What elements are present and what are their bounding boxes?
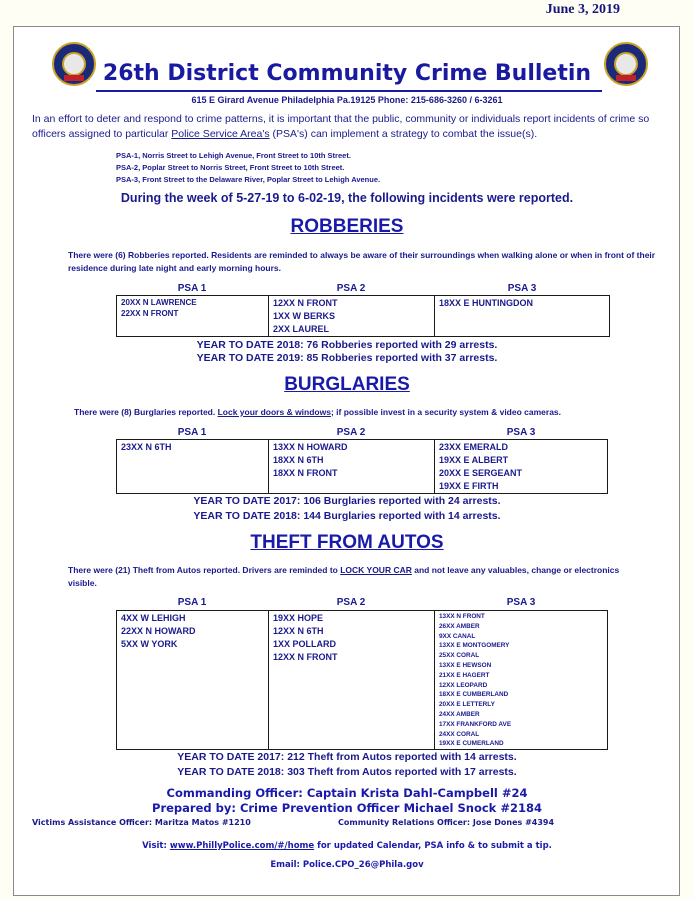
- theft-psa3-cell: [435, 611, 607, 749]
- burglaries-table: [116, 439, 608, 494]
- theft-note: There were (21) Theft from Autos reported. Drivers are reminded to LOCK YOUR CAR and not leave any valuables, change or electronics visible.: [68, 565, 620, 588]
- list-item: 23XX EMERALD: [439, 442, 509, 452]
- robberies-heading: ROBBERIES: [290, 216, 404, 237]
- burglaries-psa3-cell: [435, 440, 607, 493]
- burglaries-ytd-2: YEAR TO DATE 2018: 144 Burglaries reported with 14 arrests.: [193, 510, 501, 522]
- list-item: 18XX N 6TH: [273, 455, 324, 465]
- list-item: 20XX E SERGEANT: [439, 468, 523, 478]
- list-item: 18XX N FRONT: [273, 468, 338, 478]
- list-item: 1XX W BERKS: [273, 311, 336, 321]
- intro-paragraph: In an effort to deter and respond to crime patterns, it is important that the public, community or individuals report incidents of crime so officers assigned to particular Police Service Area's (PSA's) can implement a strategy to combat the issue(s).: [32, 113, 650, 140]
- list-item: 19XX E FIRTH: [439, 481, 499, 491]
- psa-3-definition: PSA-3, Front Street to the Delaware River, Poplar Street to Lehigh Avenue.: [116, 175, 381, 184]
- visit-line: Visit: www.PhillyPolice.com/#/home for updated Calendar, PSA info & to submit a tip.: [142, 841, 552, 851]
- burglaries-psa1-header: PSA 1: [177, 427, 207, 438]
- robberies-psa1-header: PSA 1: [177, 283, 207, 294]
- theft-psa2-cell: [269, 611, 435, 749]
- list-item: 19XX E CUMERLAND: [439, 740, 504, 748]
- robberies-table: [116, 295, 610, 337]
- list-item: 12XX N 6TH: [273, 626, 324, 636]
- list-item: 17XX FRANKFORD AVE: [439, 720, 512, 728]
- list-item: 20XX N LAWRENCE: [121, 298, 197, 307]
- theft-psa1-header: PSA 1: [177, 597, 207, 608]
- burglaries-psa3-header: PSA 3: [506, 427, 536, 438]
- list-item: 1XX POLLARD: [273, 639, 337, 649]
- list-item: 20XX E LETTERLY: [439, 701, 495, 709]
- burglaries-psa1-cell: [117, 440, 269, 493]
- burglaries-ytd-1: YEAR TO DATE 2017: 106 Burglaries reported with 24 arrests.: [193, 495, 501, 507]
- list-item: 22XX N FRONT: [121, 309, 179, 318]
- theft-psa2-header: PSA 2: [336, 597, 366, 608]
- psa-link[interactable]: Police Service Area's: [171, 128, 270, 140]
- theft-psa1-cell: [117, 611, 269, 749]
- list-item: 12XX LEOPARD: [439, 681, 488, 689]
- list-item: 13XX N FRONT: [439, 613, 485, 620]
- robberies-psa2-cell: [269, 296, 435, 336]
- psa-2-definition: PSA-2, Poplar Street to Norris Street, Front Street to 10th Street.: [116, 163, 345, 172]
- list-item: 23XX N 6TH: [121, 442, 172, 452]
- theft-table: [116, 610, 608, 750]
- robberies-psa3-cell: [435, 296, 609, 336]
- list-item: 22XX N HOWARD: [121, 626, 196, 636]
- bulletin-title: 26th District Community Crime Bulletin: [102, 61, 592, 86]
- list-item: 13XX N HOWARD: [273, 442, 348, 452]
- community-relations-officer: Community Relations Officer: Jose Dones #4394: [338, 818, 555, 827]
- list-item: 18XX E CUMBERLAND: [439, 691, 509, 699]
- robberies-ytd-1: YEAR TO DATE 2018: 76 Robberies reported with 29 arrests.: [196, 339, 498, 351]
- list-item: 13XX E MONTGOMERY: [439, 642, 510, 650]
- bulletin-date: June 3, 2019: [545, 2, 620, 17]
- victims-assistance-officer: Victims Assistance Officer: Maritza Matos #1210: [32, 818, 251, 827]
- robberies-ytd-2: YEAR TO DATE 2019: 85 Robberies reported with 37 arrests.: [196, 352, 498, 364]
- email-line[interactable]: Email: Police.CPO_26@Phila.gov: [270, 860, 424, 870]
- list-item: 12XX N FRONT: [273, 298, 338, 308]
- theft-psa3-header: PSA 3: [506, 597, 536, 608]
- list-item: 4XX W LEHIGH: [121, 613, 186, 623]
- list-item: 19XX HOPE: [273, 613, 324, 623]
- robberies-note: There were (6) Robberies reported. Residents are reminded to always be aware of their surroundings when walking alone or when in front of their residence during late night and early morning hours.: [68, 250, 656, 273]
- list-item: 26XX AMBER: [439, 622, 480, 630]
- list-item: 21XX E HAGERT: [439, 671, 490, 679]
- list-item: 18XX E HUNTINGDON: [439, 298, 534, 308]
- list-item: 12XX N FRONT: [273, 652, 338, 662]
- psa-1-definition: PSA-1, Norris Street to Lehigh Avenue, Front Street to 10th Street.: [116, 151, 351, 160]
- robberies-psa3-header: PSA 3: [507, 283, 537, 294]
- title-underline: [96, 90, 602, 92]
- prepared-by: Prepared by: Crime Prevention Officer Michael Snock #2184: [152, 801, 542, 815]
- burglaries-psa2-cell: [269, 440, 435, 493]
- list-item: 2XX LAUREL: [273, 324, 330, 334]
- robberies-psa2-header: PSA 2: [336, 283, 366, 294]
- list-item: 5XX W YORK: [121, 639, 178, 649]
- website-link[interactable]: www.PhillyPolice.com/#/home: [169, 841, 315, 851]
- burglaries-psa2-header: PSA 2: [336, 427, 366, 438]
- list-item: 25XX CORAL: [439, 652, 480, 660]
- commanding-officer: Commanding Officer: Captain Krista Dahl-Campbell #24: [166, 786, 528, 800]
- district-address: 615 E Girard Avenue Philadelphia Pa.19125 Phone: 215-686-3260 / 6-3261: [191, 95, 503, 105]
- robberies-psa1-cell: [117, 296, 269, 336]
- list-item: 24XX CORAL: [439, 730, 480, 738]
- burglaries-heading: BURGLARIES: [284, 374, 410, 395]
- burglaries-note: There were (8) Burglaries reported. Lock your doors & windows; if possible invest in a security system & video cameras.: [74, 407, 562, 417]
- list-item: 9XX CANAL: [439, 632, 476, 640]
- list-item: 13XX E HEWSON: [439, 661, 492, 669]
- theft-ytd-2: YEAR TO DATE 2018: 303 Theft from Autos reported with 17 arrests.: [177, 766, 517, 778]
- list-item: 19XX E ALBERT: [439, 455, 509, 465]
- theft-heading: THEFT FROM AUTOS: [250, 532, 444, 553]
- theft-ytd-1: YEAR TO DATE 2017: 212 Theft from Autos reported with 14 arrests.: [177, 751, 517, 763]
- week-summary: During the week of 5-27-19 to 6-02-19, the following incidents were reported.: [120, 191, 574, 205]
- list-item: 24XX AMBER: [439, 710, 480, 718]
